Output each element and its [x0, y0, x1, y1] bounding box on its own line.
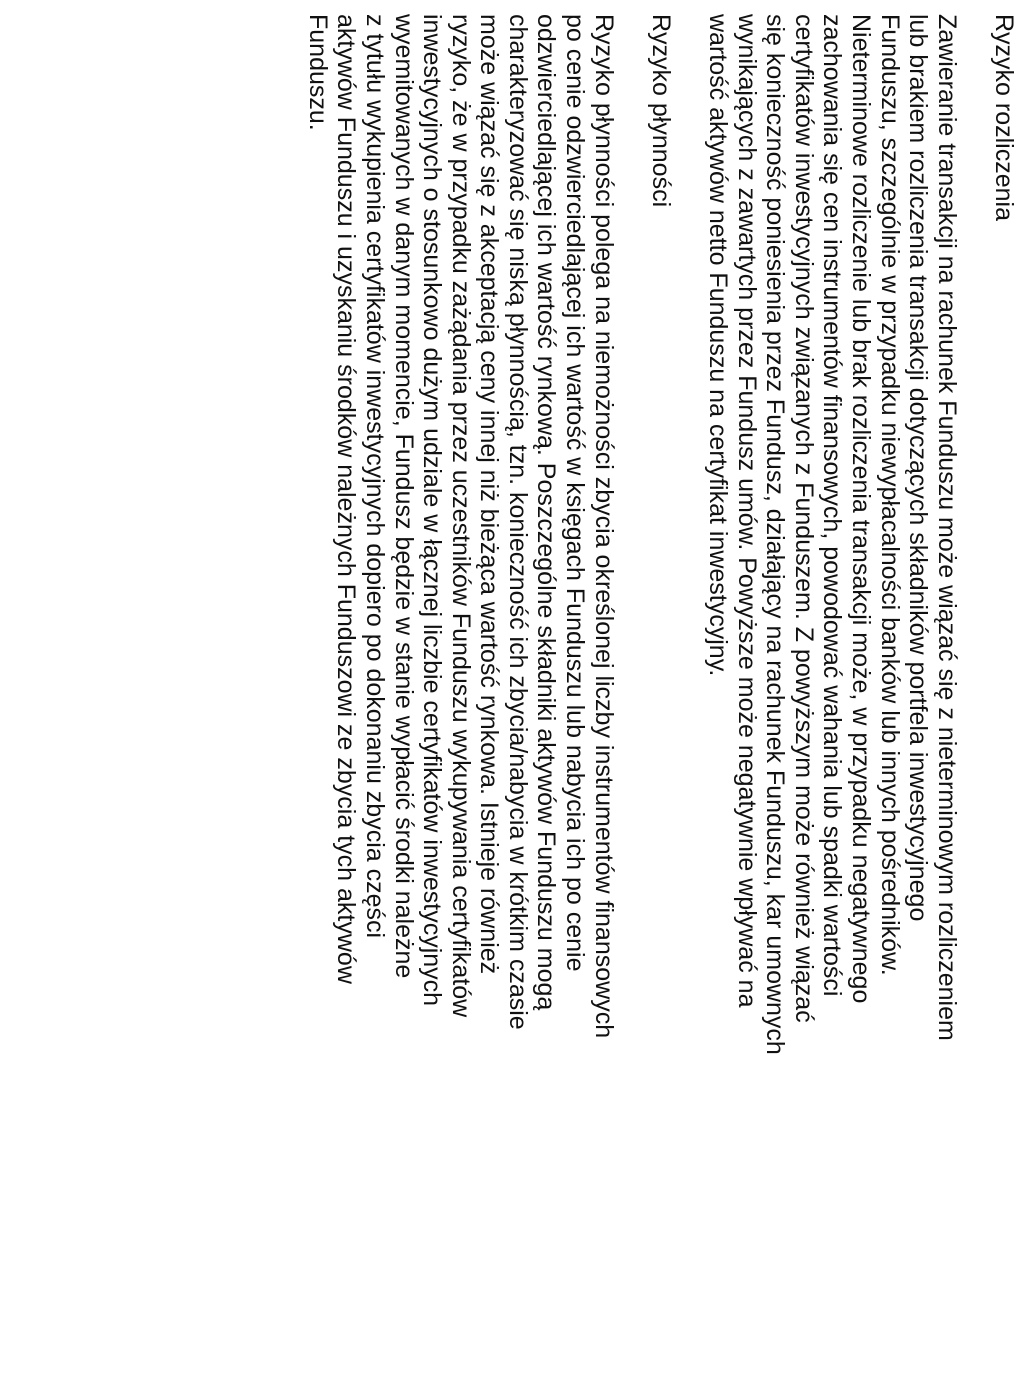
text-line: wartość aktywów netto Funduszu na certyfikat inwestycyjny. [704, 14, 733, 677]
text-line: po cenie odzwierciedlającej ich wartość w księgach Funduszu lub nabycia ich po cenie [561, 14, 590, 972]
section-heading-liquidity-risk: Ryzyko płynności [646, 14, 675, 208]
text-line: wynikających z zawartych przez Fundusz umów. Powyższe może negatywnie wpływać na [732, 14, 761, 1008]
spacer [675, 14, 704, 1383]
spacer [618, 14, 647, 1383]
spacer [961, 14, 990, 1383]
paragraph-liquidity-risk [303, 14, 618, 1383]
text-line: lub brakiem rozliczenia transakcji dotyczących składników portfela inwestycyjnego [904, 14, 933, 922]
section-heading-settlement-risk: Ryzyko rozliczenia [990, 14, 1018, 222]
text-line: charakteryzować się niską płynnością, tzn. konieczność ich zbycia/nabycia w krótkim czasie [503, 14, 532, 1030]
text-line: inwestycyjnych o stosunkowo dużym udziale w łącznej liczbie certyfikatów inwestycyjnych [418, 14, 447, 1007]
text-line: Nieterminowe rozliczenie lub brak rozliczenia transakcji może, w przypadku negatywnego [847, 14, 876, 1004]
text-line: Zawieranie transakcji na rachunek Funduszu może wiązać się z nieterminowym rozliczeniem [932, 14, 961, 1041]
text-line: Funduszu. [303, 14, 332, 131]
text-line: certyfikatów inwestycyjnych związanych z Funduszem. Z powyższym może również wiązać [789, 14, 818, 1023]
text-line: może wiązać się z akceptacją ceny innej niż bieżąca wartość rynkowa. Istnieje również [475, 14, 504, 975]
text-line: Funduszu, szczególnie w przypadku niewypłacalności banków lub innych pośredników. [875, 14, 904, 976]
text-line: wyemitowanych w danym momencie, Fundusz będzie w stanie wypłacić środki należne [389, 14, 418, 979]
text-line: zachowania się cen instrumentów finansowych, powodować wahania lub spadki wartości [818, 14, 847, 997]
paragraph-settlement-risk [703, 14, 960, 1383]
text-line: aktywów Funduszu i uzyskaniu środków należnych Funduszowi ze zbycia tych aktywów [332, 14, 361, 984]
text-line: z tytułu wykupienia certyfikatów inwestycyjnych dopiero po dokonaniu zbycia części [360, 14, 389, 939]
text-line: ryzyko, że w przypadku zażądania przez uczestników Funduszu wykupywania certyfikatów [446, 14, 475, 1018]
text-line: się konieczność poniesienia przez Fundusz, działający na rachunek Funduszu, kar umownych [761, 14, 790, 1055]
text-line: Ryzyko płynności polega na niemożności zbycia określonej liczby instrumentów finansowych [589, 14, 618, 1039]
text-line: odzwierciedlającej ich wartość rynkową. Poszczególne składniki aktywów Funduszu mogą [532, 14, 561, 1011]
